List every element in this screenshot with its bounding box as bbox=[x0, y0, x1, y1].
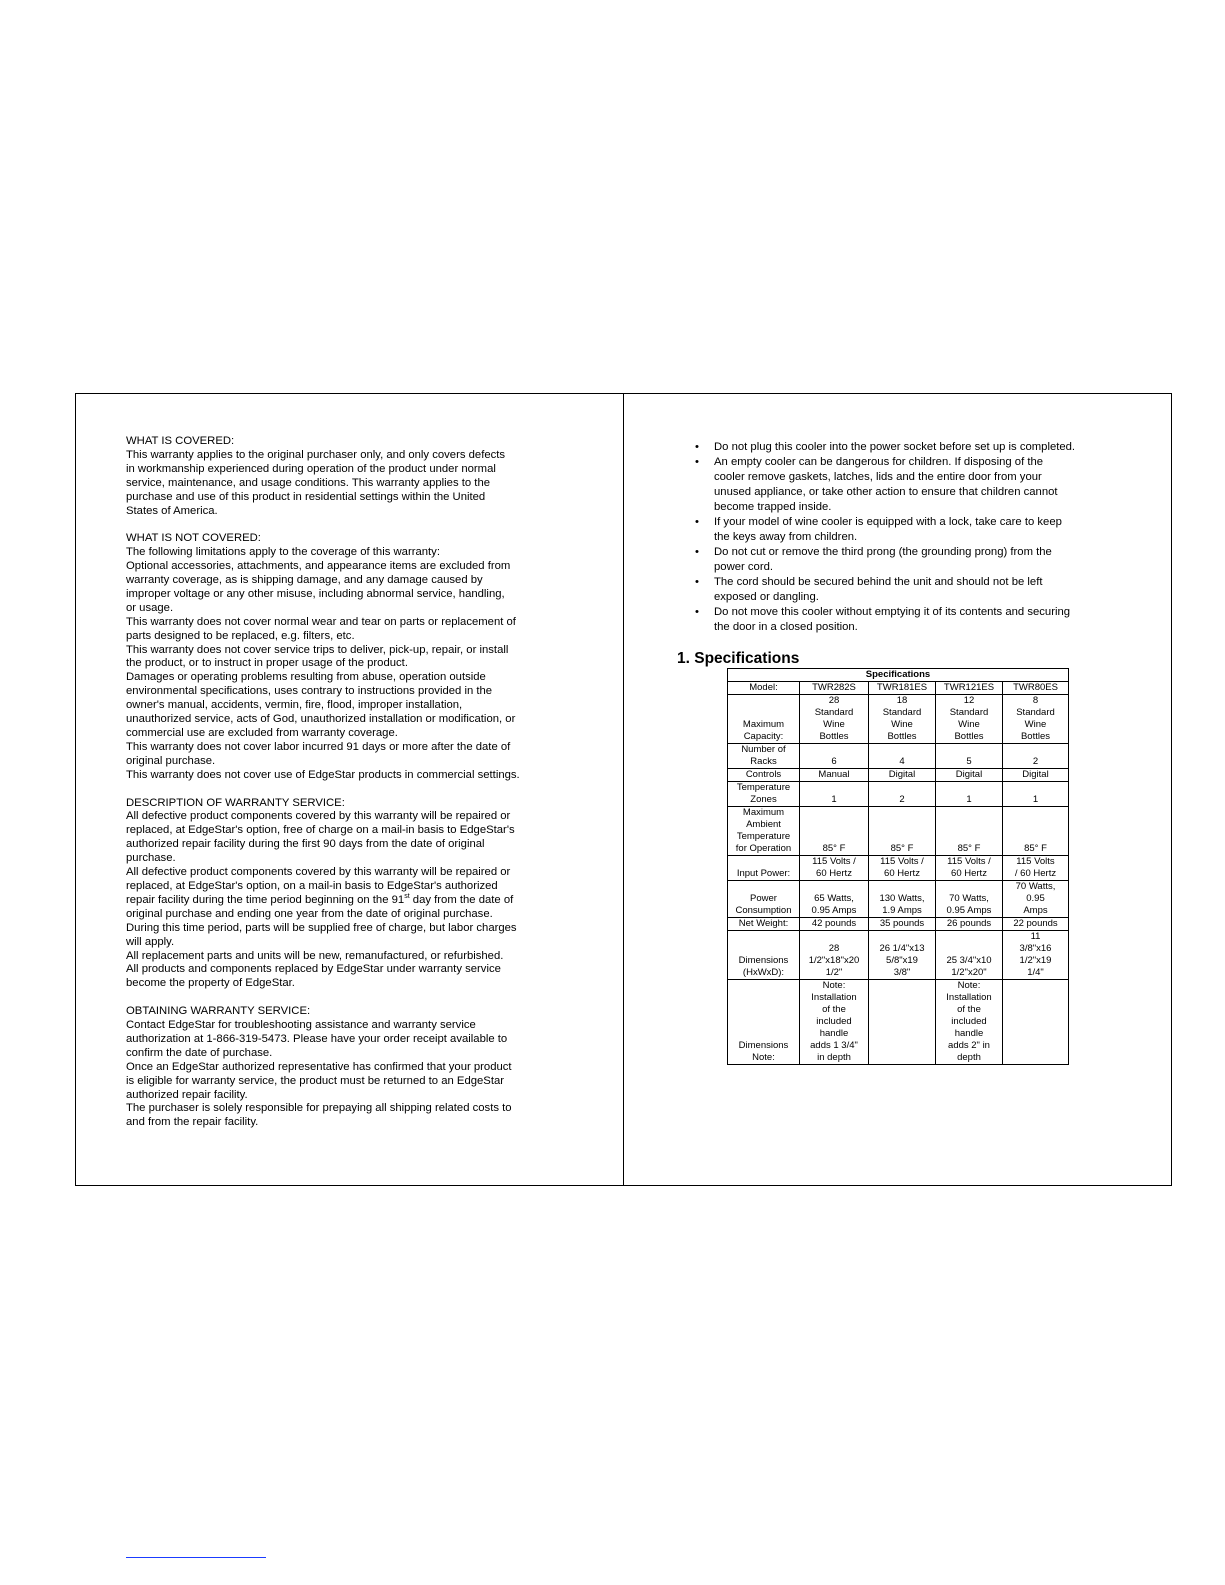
table-cell bbox=[936, 881, 1003, 918]
cell-line: 85° F bbox=[957, 843, 981, 854]
bullet-line: • If your model of wine cooler is equipped with a lock, take care to keep bbox=[714, 516, 1062, 528]
text-line: the product, or to instruct in proper usage of the product. bbox=[126, 657, 408, 670]
table-cell bbox=[800, 980, 869, 1065]
row-label bbox=[728, 744, 800, 769]
text-line: During this time period, parts will be supplied free of charge, but labor charges bbox=[126, 921, 517, 934]
table-cell bbox=[1003, 856, 1069, 881]
cell-line: Manual bbox=[818, 769, 850, 780]
table-row bbox=[728, 918, 1069, 931]
cell-line: 85° F bbox=[1024, 843, 1047, 854]
cell-line: 28 bbox=[828, 695, 840, 706]
cell-line: Bottles bbox=[954, 731, 984, 742]
cell-line: 35 pounds bbox=[879, 918, 925, 929]
specifications-table bbox=[727, 668, 1069, 1065]
cell-line: TWR80ES bbox=[1013, 682, 1058, 693]
cell-line: Input Power: bbox=[736, 868, 791, 879]
section-heading: DESCRIPTION OF WARRANTY SERVICE: bbox=[126, 796, 345, 809]
table-row bbox=[728, 856, 1069, 881]
text-line: service, maintenance, and usage conditions. This warranty applies to the bbox=[126, 476, 491, 489]
table-cell bbox=[1003, 744, 1069, 769]
cell-line: 25 3/4"x10 bbox=[946, 955, 992, 966]
cell-line: (HxWxD): bbox=[742, 967, 785, 978]
table-cell bbox=[936, 782, 1003, 807]
cell-line: 6 bbox=[831, 756, 837, 767]
cell-line: 2 bbox=[899, 794, 905, 805]
cell-line: 115 Volts / bbox=[812, 856, 856, 867]
table-cell bbox=[869, 881, 936, 918]
text-line: owner's manual, accidents, vermin, fire, flood, improper installation, bbox=[126, 699, 463, 712]
cell-line: 1/4" bbox=[1027, 967, 1044, 978]
cell-line: handle bbox=[954, 1028, 984, 1039]
safety-bullet bbox=[695, 515, 1135, 545]
table-cell bbox=[869, 695, 936, 744]
cell-line: 1 bbox=[966, 794, 972, 805]
text-line: will apply. bbox=[126, 935, 175, 948]
cell-line: Power bbox=[750, 893, 777, 904]
cell-line: 22 pounds bbox=[1013, 918, 1058, 929]
cell-line: 115 Volts / bbox=[880, 856, 924, 867]
cell-line: Temperature bbox=[736, 831, 791, 842]
cell-line: 115 Volts / bbox=[947, 856, 991, 867]
cell-line: Bottles bbox=[819, 731, 849, 742]
cell-line: 70 Watts, bbox=[949, 893, 989, 904]
cell-line: Standard bbox=[882, 707, 922, 718]
text-line: and from the repair facility. bbox=[126, 1116, 259, 1129]
section-obtaining bbox=[126, 1005, 586, 1130]
cell-line: 3/8" bbox=[893, 967, 911, 978]
cell-line: Note: bbox=[822, 980, 846, 991]
table-cell bbox=[936, 807, 1003, 856]
cell-line: 26 pounds bbox=[946, 918, 992, 929]
row-label bbox=[728, 782, 800, 807]
table-cell bbox=[869, 769, 936, 782]
section-covered bbox=[126, 435, 586, 518]
table-cell bbox=[800, 931, 869, 980]
text-line: The purchaser is solely responsible for prepaying all shipping related costs to bbox=[126, 1102, 512, 1115]
table-cell bbox=[936, 695, 1003, 744]
bullet-line: • An empty cooler can be dangerous for children. If disposing of the bbox=[714, 456, 1044, 468]
cell-line: Digital bbox=[888, 769, 916, 780]
cell-line: Controls bbox=[745, 769, 782, 780]
text-line: States of America. bbox=[126, 504, 218, 517]
cell-line: Digital bbox=[1022, 769, 1049, 780]
cell-line: 11 bbox=[1030, 931, 1041, 942]
section-description bbox=[126, 797, 586, 992]
cell-line: 85° F bbox=[890, 843, 914, 854]
bullet-line: the door in a closed position. bbox=[714, 621, 858, 633]
cell-line: 60 Hertz bbox=[951, 868, 987, 879]
table-cell bbox=[869, 744, 936, 769]
safety-column bbox=[695, 440, 1135, 635]
table-cell bbox=[869, 856, 936, 881]
table-cell bbox=[800, 918, 869, 931]
table-cell bbox=[936, 744, 1003, 769]
cell-line: / 60 Hertz bbox=[1014, 868, 1057, 879]
cell-line: Number of bbox=[741, 744, 786, 755]
cell-line: depth bbox=[957, 1052, 981, 1063]
cell-line: 5/8"x19 bbox=[886, 955, 918, 966]
table-cell bbox=[936, 980, 1003, 1065]
text-line: authorized repair facility during the first 90 days from the date of original bbox=[126, 838, 485, 851]
cell-line: Installation bbox=[946, 992, 992, 1003]
table-cell bbox=[936, 682, 1003, 695]
text-line: original purchase and ending one year from the date of original purchase. bbox=[126, 907, 493, 920]
table-row bbox=[728, 881, 1069, 918]
text-line: This warranty does not cover service trips to deliver, pick-up, repair, or install bbox=[126, 643, 509, 656]
cell-line: 0.95 Amps bbox=[946, 905, 992, 916]
text-line: is eligible for warranty service, the product must be returned to an EdgeStar bbox=[126, 1074, 505, 1087]
text-line: All replacement parts and units will be new, remanufactured, or refurbished. bbox=[126, 949, 504, 962]
cell-line: 60 Hertz bbox=[816, 868, 852, 879]
cell-line: 0.95 bbox=[1026, 893, 1045, 904]
cell-line: 1/2"x20" bbox=[951, 967, 987, 978]
row-label bbox=[728, 807, 800, 856]
warranty-column bbox=[126, 435, 586, 1144]
cell-line: Zones bbox=[750, 794, 777, 805]
cell-line: 1/2"x19 bbox=[1019, 955, 1052, 966]
cell-line: Dimensions bbox=[738, 1040, 789, 1051]
text-line: The following limitations apply to the coverage of this warranty: bbox=[126, 546, 440, 559]
cell-line: TWR282S bbox=[812, 682, 856, 693]
row-label bbox=[728, 769, 800, 782]
row-label bbox=[728, 931, 800, 980]
safety-bullet bbox=[695, 605, 1135, 635]
cell-line: Wine bbox=[958, 719, 980, 730]
cell-line: Digital bbox=[955, 769, 983, 780]
cell-line: 85° F bbox=[822, 843, 846, 854]
cell-line: included bbox=[816, 1016, 852, 1027]
cell-line: 4 bbox=[899, 756, 905, 767]
cell-line: Racks bbox=[750, 756, 777, 767]
cell-line: Bottles bbox=[1020, 731, 1051, 742]
bullet-line: • The cord should be secured behind the unit and should not be left bbox=[714, 576, 1043, 588]
cell-line: Note: bbox=[957, 980, 981, 991]
table-cell bbox=[936, 931, 1003, 980]
bullet-line: exposed or dangling. bbox=[714, 591, 819, 603]
text-line: or usage. bbox=[126, 601, 174, 614]
text-line: Damages or operating problems resulting from abuse, operation outside bbox=[126, 671, 486, 684]
cell-line: Maximum bbox=[742, 807, 785, 818]
cell-line: for Operation bbox=[735, 843, 792, 854]
cell-line: 26 1/4"x13 bbox=[879, 943, 925, 954]
cell-line: Standard bbox=[949, 707, 989, 718]
page-divider bbox=[623, 393, 624, 1186]
table-cell bbox=[1003, 881, 1069, 918]
cell-line: 60 Hertz bbox=[884, 868, 920, 879]
row-label bbox=[728, 682, 800, 695]
cell-line: Ambient bbox=[746, 819, 781, 830]
table-cell bbox=[1003, 782, 1069, 807]
text-line: This warranty does not cover labor incurred 91 days or more after the date of bbox=[126, 740, 511, 753]
cell-line: 0.95 Amps bbox=[811, 905, 857, 916]
cell-line: Capacity: bbox=[743, 731, 784, 742]
table-row bbox=[728, 682, 1069, 695]
table-title: Specifications bbox=[728, 669, 1069, 682]
row-label bbox=[728, 881, 800, 918]
cell-line: Wine bbox=[823, 719, 845, 730]
cell-line: 1 bbox=[1032, 794, 1039, 805]
text-line: Optional accessories, attachments, and appearance items are excluded from bbox=[126, 560, 511, 573]
table-cell bbox=[1003, 807, 1069, 856]
text-line: purchase. bbox=[126, 852, 176, 865]
table-cell bbox=[800, 856, 869, 881]
cell-line: Standard bbox=[814, 707, 854, 718]
cell-line: Consumption bbox=[735, 905, 792, 916]
table-row bbox=[728, 744, 1069, 769]
table-row bbox=[728, 782, 1069, 807]
bullet-line: • Do not cut or remove the third prong (the grounding prong) from the bbox=[714, 546, 1052, 558]
cell-line: 42 pounds bbox=[811, 918, 857, 929]
section-not-covered bbox=[126, 532, 586, 782]
section-heading: WHAT IS COVERED: bbox=[126, 435, 235, 447]
table-cell bbox=[800, 744, 869, 769]
safety-bullet bbox=[695, 440, 1135, 455]
table-cell bbox=[800, 695, 869, 744]
cell-line: of the bbox=[957, 1004, 981, 1015]
bullet-line: the keys away from children. bbox=[714, 531, 858, 543]
cell-line: 65 Watts, bbox=[814, 893, 854, 904]
table-cell bbox=[1003, 769, 1069, 782]
text-line: parts designed to be replaced, e.g. filters, etc. bbox=[126, 629, 355, 642]
table-cell bbox=[1003, 980, 1069, 1065]
text-line: replaced, at EdgeStar's option, free of charge on a mail-in basis to EdgeStar's bbox=[126, 824, 515, 837]
cell-line: Net Weight: bbox=[738, 918, 789, 929]
text-line: purchase and use of this product in residential settings within the United bbox=[126, 490, 486, 503]
text-line: confirm the date of purchase. bbox=[126, 1046, 273, 1059]
cell-line: 8 bbox=[1032, 695, 1039, 706]
cell-line: Note: bbox=[752, 1052, 775, 1063]
table-row bbox=[728, 807, 1069, 856]
cell-line: of the bbox=[822, 1004, 846, 1015]
cell-line: Maximum bbox=[742, 719, 785, 730]
table-cell bbox=[800, 682, 869, 695]
cell-line: 70 Watts, bbox=[1015, 881, 1056, 892]
text-line: environmental specifications, uses contrary to instructions provided in the bbox=[126, 685, 493, 698]
cell-line: Model: bbox=[749, 682, 778, 693]
cell-line: TWR181ES bbox=[876, 682, 928, 693]
cell-line: adds 2" in bbox=[948, 1040, 990, 1051]
text-line: in workmanship experienced during operation of the product under normal bbox=[126, 462, 496, 475]
table-cell bbox=[936, 769, 1003, 782]
cell-line: in depth bbox=[817, 1052, 851, 1063]
table-cell bbox=[869, 980, 936, 1065]
cell-line: 1/2" bbox=[825, 967, 843, 978]
text-line: Once an EdgeStar authorized representative has confirmed that your product bbox=[126, 1060, 512, 1073]
table-cell bbox=[936, 918, 1003, 931]
table-cell bbox=[1003, 931, 1069, 980]
table-cell bbox=[869, 682, 936, 695]
text-line: All defective product components covered by this warranty will be repaired or bbox=[126, 810, 511, 823]
table-cell bbox=[869, 931, 936, 980]
table-cell bbox=[800, 807, 869, 856]
cell-line: Standard bbox=[1016, 707, 1055, 718]
cell-line: Wine bbox=[1024, 719, 1047, 730]
cell-line: 1.9 Amps bbox=[882, 905, 922, 916]
table-cell bbox=[936, 856, 1003, 881]
cell-line: Temperature bbox=[736, 782, 791, 793]
safety-bullet bbox=[695, 545, 1135, 575]
safety-bullet bbox=[695, 455, 1135, 515]
text-line: This warranty does not cover use of EdgeStar products in commercial settings. bbox=[126, 768, 520, 781]
table-row bbox=[728, 769, 1069, 782]
text-line: become the property of EdgeStar. bbox=[126, 977, 295, 990]
footer-link-underline bbox=[126, 1557, 266, 1558]
text-line: All products and components replaced by EdgeStar under warranty service bbox=[126, 963, 501, 976]
text-line: This warranty does not cover normal wear and tear on parts or replacement of bbox=[126, 615, 516, 628]
cell-line: Installation bbox=[811, 992, 857, 1003]
table-cell bbox=[869, 782, 936, 807]
cell-line: 3/8"x16 bbox=[1019, 943, 1052, 954]
bullet-line: • Do not move this cooler without emptying it of its contents and securing bbox=[714, 606, 1071, 618]
text-line: authorization at 1-866-319-5473. Please have your order receipt available to bbox=[126, 1032, 508, 1045]
cell-line: 1/2"x18"x20 bbox=[808, 955, 860, 966]
cell-line: TWR121ES bbox=[943, 682, 995, 693]
text-line: Contact EdgeStar for troubleshooting assistance and warranty service bbox=[126, 1019, 476, 1032]
text-line: repair facility during the time period beginning on the 91st day from the date of bbox=[126, 893, 514, 906]
specifications-heading: 1. Specifications bbox=[677, 650, 800, 667]
safety-bullet-list bbox=[695, 440, 1135, 635]
text-line: unauthorized service, acts of God, unauthorized installation or modification, or bbox=[126, 713, 516, 726]
text-line: authorized repair facility. bbox=[126, 1088, 248, 1101]
bullet-line: power cord. bbox=[714, 561, 774, 573]
row-label bbox=[728, 918, 800, 931]
section-heading: WHAT IS NOT COVERED: bbox=[126, 532, 261, 545]
bullet-line: become trapped inside. bbox=[714, 501, 832, 513]
text-line: commercial use are excluded from warranty coverage. bbox=[126, 727, 398, 740]
cell-line: 28 bbox=[828, 943, 840, 954]
row-label bbox=[728, 695, 800, 744]
cell-line: adds 1 3/4" bbox=[810, 1040, 858, 1051]
table-cell bbox=[1003, 918, 1069, 931]
cell-line: Wine bbox=[891, 719, 913, 730]
text-line: improper voltage or any other misuse, including abnormal service, handling, bbox=[126, 587, 505, 600]
section-heading: OBTAINING WARRANTY SERVICE: bbox=[126, 1005, 311, 1018]
table-row bbox=[728, 980, 1069, 1065]
cell-line: 2 bbox=[1032, 756, 1039, 767]
text-line: warranty coverage, as is shipping damage, and any damage caused by bbox=[126, 574, 483, 587]
cell-line: handle bbox=[819, 1028, 849, 1039]
cell-line: Amps bbox=[1023, 905, 1048, 916]
cell-line: included bbox=[951, 1016, 987, 1027]
cell-line: 115 Volts bbox=[1016, 856, 1055, 867]
table-cell bbox=[1003, 682, 1069, 695]
safety-bullet bbox=[695, 575, 1135, 605]
cell-line: 12 bbox=[963, 695, 975, 706]
table-cell bbox=[1003, 695, 1069, 744]
table-row bbox=[728, 695, 1069, 744]
text-line: This warranty applies to the original purchaser only, and only covers defects bbox=[126, 448, 506, 461]
bullet-line: unused appliance, or take other action to ensure that children cannot bbox=[714, 486, 1058, 498]
table-cell bbox=[800, 881, 869, 918]
cell-line: Dimensions bbox=[738, 955, 789, 966]
table-row bbox=[728, 931, 1069, 980]
text-line: replaced, at EdgeStar's option, on a mail-in basis to EdgeStar's authorized bbox=[126, 879, 498, 892]
row-label bbox=[728, 980, 800, 1065]
table-cell bbox=[800, 782, 869, 807]
cell-line: 5 bbox=[966, 756, 972, 767]
table-cell bbox=[869, 918, 936, 931]
row-label bbox=[728, 856, 800, 881]
table-cell bbox=[869, 807, 936, 856]
cell-line: 18 bbox=[896, 695, 908, 706]
cell-line: 130 Watts, bbox=[879, 893, 925, 904]
table-cell bbox=[800, 769, 869, 782]
text-line: All defective product components covered by this warranty will be repaired or bbox=[126, 866, 511, 879]
text-line: original purchase. bbox=[126, 754, 216, 767]
bullet-line: cooler remove gaskets, latches, lids and the entire door from your bbox=[714, 471, 1042, 483]
cell-line: Bottles bbox=[887, 731, 917, 742]
cell-line: 1 bbox=[831, 794, 837, 805]
bullet-line: • Do not plug this cooler into the power socket before set up is completed. bbox=[714, 441, 1076, 453]
